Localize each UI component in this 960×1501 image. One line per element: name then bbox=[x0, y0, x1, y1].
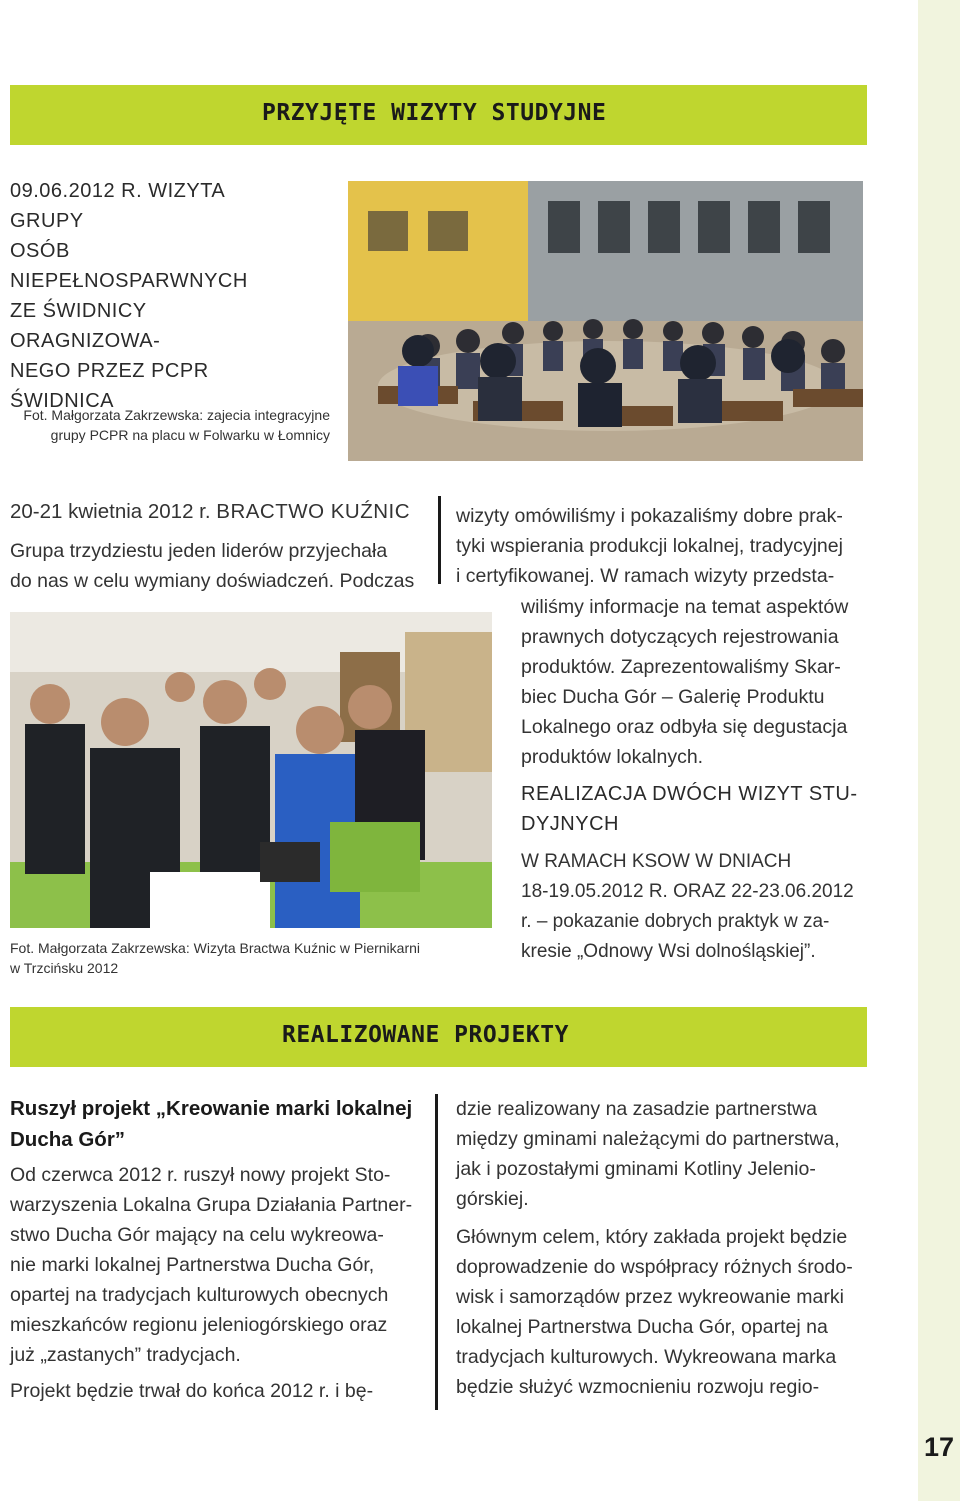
caption-line: grupy PCPR na placu w Folwarku w Łomnicy bbox=[50, 427, 330, 443]
text-line: będzie służyć wzmocnieniu rozwoju regio- bbox=[456, 1376, 820, 1398]
visit3-body bbox=[521, 847, 867, 967]
text-line: górskiej. bbox=[456, 1188, 529, 1210]
visit1-heading-line: OSÓB NIEPEŁNOSPARWNYCH bbox=[10, 240, 248, 292]
visit2-name: BRACTWO KUŹNIC bbox=[216, 500, 411, 523]
text-line: prawnych dotyczących rejestrowania bbox=[521, 626, 839, 648]
text-line: stwo Ducha Gór mający na celu wykreowa- bbox=[10, 1224, 384, 1246]
visit2-photo-caption bbox=[10, 938, 490, 978]
visit2-heading bbox=[10, 497, 430, 527]
article-title bbox=[10, 1093, 430, 1155]
article-title-line: Ducha Gór” bbox=[10, 1128, 126, 1151]
text-line: do nas w celu wymiany doświadczeń. Podczas bbox=[10, 570, 415, 592]
text-line: Od czerwca 2012 r. ruszył nowy projekt Sto- bbox=[10, 1164, 391, 1186]
page-sidebar-strip bbox=[918, 0, 960, 1501]
visit3-heading-line: REALIZACJA DWÓCH WIZYT STU- bbox=[521, 783, 858, 805]
text-line: już „zastanych” tradycjach. bbox=[10, 1344, 241, 1366]
text-line: opartej na tradycjach kulturowych obecnych bbox=[10, 1284, 389, 1306]
text-line: między gminami należącymi do partnerstwa, bbox=[456, 1128, 840, 1150]
section-banner-study-visits bbox=[10, 85, 867, 145]
text-line: Lokalnego oraz odbyła się degustacja bbox=[521, 716, 848, 738]
visit1-photo-caption bbox=[10, 405, 330, 445]
visit3-heading bbox=[521, 779, 867, 839]
text-line: Grupa trzydziestu jeden liderów przyjechała bbox=[10, 540, 388, 562]
text-line: W RAMACH KSOW W DNIACH bbox=[521, 851, 792, 872]
article-left-column bbox=[10, 1160, 428, 1406]
text-line: wiliśmy informacje na temat aspektów bbox=[521, 596, 849, 618]
visit2-continued-side bbox=[521, 592, 867, 772]
section-title: PRZYJĘTE WIZYTY STUDYJNE bbox=[262, 100, 607, 126]
text-line: produktów lokalnych. bbox=[521, 746, 704, 768]
text-line: kresie „Odnowy Wsi dolnośląskiej”. bbox=[521, 941, 816, 962]
visit1-heading bbox=[10, 176, 300, 416]
text-line: r. – pokazanie dobrych praktyk w za- bbox=[521, 911, 830, 932]
caption-line: Fot. Małgorzata Zakrzewska: zajecia integracyjne bbox=[23, 407, 330, 423]
column-divider bbox=[435, 1094, 438, 1410]
text-line: 18-19.05.2012 R. ORAZ 22-23.06.2012 bbox=[521, 881, 854, 902]
text-line: jak i pozostałymi gminami Kotliny Jelenio- bbox=[456, 1158, 816, 1180]
visit1-heading-line: NEGO PRZEZ PCPR ŚWIDNICA bbox=[10, 360, 209, 412]
text-line: doprowadzenie do współpracy różnych środo- bbox=[456, 1256, 853, 1278]
column-divider bbox=[438, 496, 441, 584]
text-line: lokalnej Partnerstwa Ducha Gór, opartej na bbox=[456, 1316, 828, 1338]
text-line: tradycjach kulturowych. Wykreowana marka bbox=[456, 1346, 837, 1368]
visit3-heading-line: DYJNYCH bbox=[521, 813, 619, 835]
text-line: Głównym celem, który zakłada projekt będzie bbox=[456, 1226, 848, 1248]
paragraph-gap bbox=[456, 1214, 868, 1222]
text-line: biec Ducha Gór – Galerię Produktu bbox=[521, 686, 825, 708]
visit1-heading-line: 09.06.2012 R. WIZYTA GRUPY bbox=[10, 180, 225, 232]
visit2-date: 20-21 kwietnia 2012 r. bbox=[10, 500, 211, 523]
section-banner-projects bbox=[10, 1007, 867, 1067]
article-right-column bbox=[456, 1094, 868, 1402]
photo-bractwo-kuznic-visit bbox=[10, 612, 492, 928]
text-line: tyki wspierania produkcji lokalnej, tradycyjnej bbox=[456, 535, 843, 557]
section-title: REALIZOWANE PROJEKTY bbox=[282, 1022, 569, 1048]
text-line: wizyty omówiliśmy i pokazaliśmy dobre prak- bbox=[456, 505, 843, 527]
text-line: wisk i samorządów przez wykreowanie marki bbox=[456, 1286, 844, 1308]
visit2-continued-top bbox=[456, 501, 868, 591]
text-line: mieszkańców regionu jeleniogórskiego oraz bbox=[10, 1314, 388, 1336]
visit1-heading-line: ZE ŚWIDNICY ORAGNIZOWA- bbox=[10, 300, 161, 352]
text-line: dzie realizowany na zasadzie partnerstwa bbox=[456, 1098, 817, 1120]
page-number: 17 bbox=[923, 1432, 955, 1462]
caption-line: w Trzcińsku 2012 bbox=[10, 960, 119, 976]
photo-integration-activities bbox=[348, 181, 863, 461]
caption-line: Fot. Małgorzata Zakrzewska: Wizyta Bractwa Kuźnic w Piernikarni bbox=[10, 940, 421, 956]
text-line: i certyfikowanej. W ramach wizyty przedsta- bbox=[456, 565, 835, 587]
visit2-intro bbox=[10, 536, 430, 596]
text-line: produktów. Zaprezentowaliśmy Skar- bbox=[521, 656, 841, 678]
text-line: nie marki lokalnej Partnerstwa Ducha Gór, bbox=[10, 1254, 375, 1276]
text-line: Projekt będzie trwał do końca 2012 r. i bę- bbox=[10, 1380, 374, 1402]
text-line: warzyszenia Lokalna Grupa Działania Partner- bbox=[10, 1194, 413, 1216]
article-title-line: Ruszył projekt „Kreowanie marki lokalnej bbox=[10, 1097, 413, 1120]
